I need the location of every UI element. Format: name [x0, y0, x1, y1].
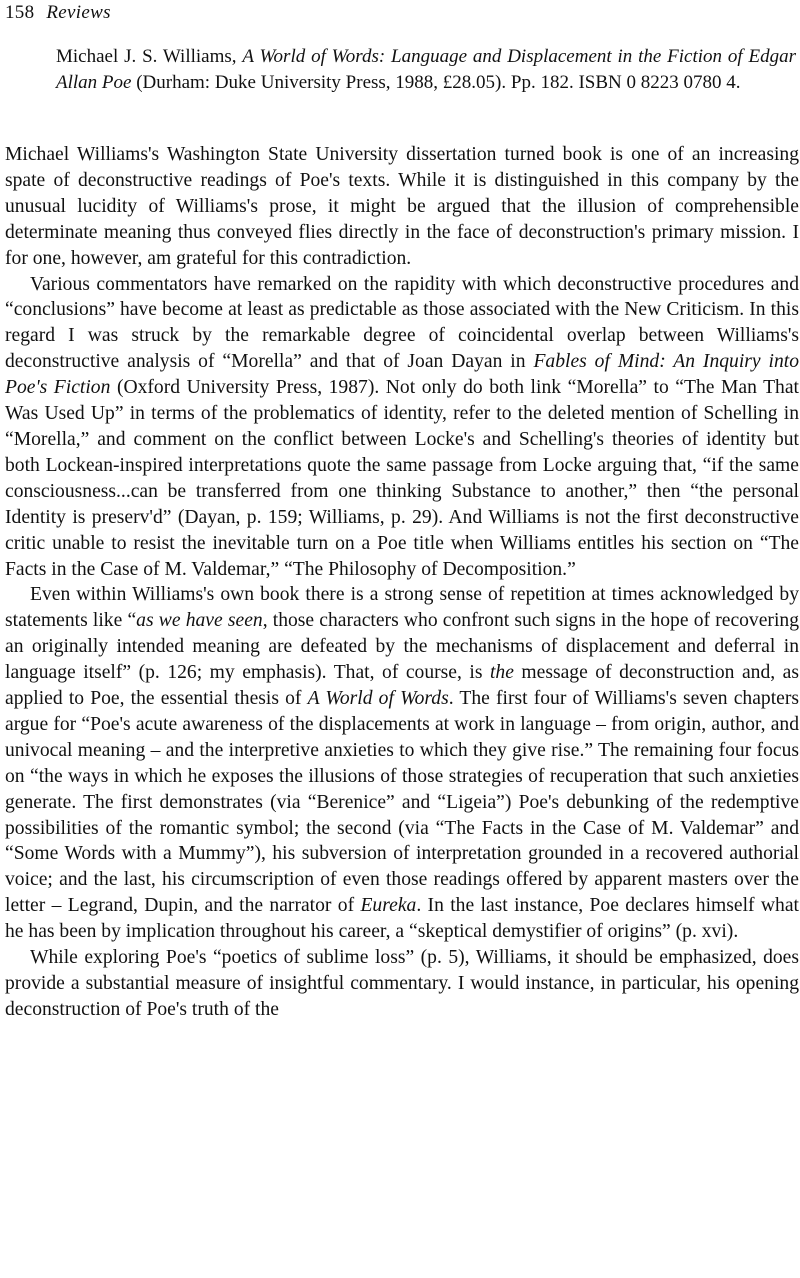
page-number: 158 — [5, 2, 35, 23]
paragraph-2 — [5, 272, 799, 583]
paragraph-3 — [5, 582, 799, 945]
paragraph-3-eureka-title: Eureka — [360, 895, 417, 917]
paragraph-2-text-a: Various commentators have remarked on the rapidity with which deconstructive procedures and “conclusions” have become at least as predictable as those associated with the New Criticism. In this regard I was struck by the remarkable degree of coincidental overlap between Williams's deconstructive analysis of “Morella” and that of Joan Dayan in — [5, 273, 799, 373]
paragraph-2-text-c: (Oxford University Press, 1987). Not only do both link “Morella” to “The Man That Was Used Up” in terms of the problematics of identity, refer to the deleted mention of Schelling in “Morella,” and comment on the conflict between Locke's and Schelling's theories of identity but both Lockean-inspired interpretations quote the same passage from Locke arguing that, “if the same consciousness...can be transferred from one thinking Substance to another,” then “the personal Identity is preserv'd” (Dayan, p. 159; Williams, p. 29). And Williams is not the first deconstructive critic unable to resist the inevitable turn on a Poe title when Williams entitles his section on “The Facts in the Case of M. Valdemar,” “The Philosophy of Decomposition.” — [5, 377, 799, 580]
running-head — [5, 0, 111, 30]
paragraph-3-book-title: A World of Words — [307, 688, 449, 710]
section-title: Reviews — [46, 2, 111, 23]
paragraph-3-emphasis-the: the — [489, 662, 514, 684]
paragraph-3-text-e: message of deconstruction and, as applied to Poe, the essential thesis of — [5, 662, 799, 710]
paragraph-2-book-title: Fables of Mind: An Inquiry into Poe's Fiction — [5, 351, 799, 399]
paragraph-4-text: While exploring Poe's “poetics of sublime loss” (p. 5), Williams, it should be emphasized, does provide a substantial measure of insightful commentary. I would instance, in particular, his opening deconstruction of Poe's truth of the — [5, 947, 799, 1020]
citation-author: Michael J. S. Williams, — [56, 46, 243, 67]
paragraph-3-text-c: , those characters who confront such signs in the hope of recovering an originally intended meaning are defeated by the mechanisms of displacement and deferral in language itself” (p. 126; my emphasis). That, of course, is — [5, 610, 799, 684]
paragraph-3-text-g: . The first four of Williams's seven chapters argue for “Poe's acute awareness of the displacements at work in language – from origin, author, and univocal meaning – and the interpretive anxieties to which they give rise.” The remaining four focus on “the ways in which he exposes the illusions of those strategies of recuperation that such anxieties generate. The first demonstrates (via “Berenice” and “Ligeia”) Poe's debunking of the redemptive possibilities of the romantic symbol; the second (via “The Facts in the Case of M. Valdemar” and “Some Words with a Mummy”), his subversion of interpretation grounded in a recovered authorial voice; and the last, his circumscription of even those readings offered by apparent masters over the letter – Legrand, Dupin, and the narrator of — [5, 688, 800, 917]
paragraph-3-emphasis-seen: as we have seen — [136, 610, 263, 632]
review-citation — [56, 44, 796, 95]
citation-publication: (Durham: Duke University Press, 1988, £28.05). Pp. 182. ISBN 0 8223 0780 4. — [131, 71, 741, 93]
citation-book-title: A World of Words: Language and Displacement in the Fiction of Edgar Allan Poe — [56, 46, 796, 93]
paragraph-3-text-a: Even within Williams's own book there is a strong sense of repetition at times acknowledged by statements like “ — [5, 584, 799, 632]
paragraph-4 — [5, 945, 799, 1023]
review-body — [5, 142, 799, 1023]
paragraph-1 — [5, 142, 799, 272]
paragraph-3-text-i: . In the last instance, Poe declares himself what he has been by implication throughout his career, a “skeptical demystifier of origins” (p. xvi). — [5, 895, 799, 943]
paragraph-1-text: Michael Williams's Washington State University dissertation turned book is one of an increasing spate of deconstructive readings of Poe's texts. While it is distinguished in this company by the unusual lucidity of Williams's prose, it might be argued that the illusion of comprehensible determinate meaning thus conveyed flies directly in the face of deconstruction's primary mission. I for one, however, am grateful for this contradiction. — [5, 144, 799, 269]
